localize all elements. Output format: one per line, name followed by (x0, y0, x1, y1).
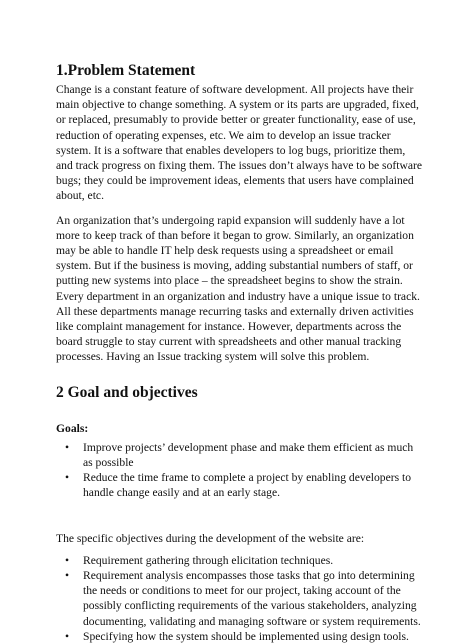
problem-statement-heading: 1.Problem Statement (56, 62, 196, 79)
goals-label: Goals: (56, 421, 89, 435)
list-item (56, 629, 424, 644)
bullet-icon: • (65, 569, 70, 583)
objectives-list (56, 553, 424, 644)
list-item (56, 568, 424, 629)
goals-objectives-heading: 2 Goal and objectives (56, 383, 198, 401)
problem-paragraph-2: An organization that’s undergoing rapid expansion will suddenly have a lot more to keep track of than before it began to grow. Similarly, an organization may be able to handle IT help desk requests using a spreadsheet or email system. But if the business is moving, adding substantial numbers of staff, or putting new systems into place – the spreadsheet begins to show the strain. Every department in an organization and industry have a unique issue to track. All these departments manage recurring tasks and externally driven activities like complaint management for instance. However, departments across the board struggle to stay current with spreadsheets and other manual tracking processes. Having an Issue tracking system will solve this problem. (56, 213, 420, 364)
bullet-icon: • (65, 440, 70, 454)
objectives-intro: The specific objectives during the development of the website are: (56, 531, 365, 545)
goal-text: Reduce the time frame to complete a project by enabling developers to handle change easily and at an early stage. (83, 471, 412, 500)
document-page (56, 62, 424, 644)
bullet-icon: • (65, 553, 70, 567)
bullet-icon: • (65, 629, 70, 643)
list-item (56, 470, 424, 500)
list-item (56, 553, 424, 568)
goal-text: Improve projects’ development phase and make them efficient as much as possible (83, 440, 414, 470)
list-item (56, 440, 424, 470)
goals-list (56, 440, 424, 501)
objective-text: Specifying how the system should be implemented using design tools. (83, 629, 409, 643)
objective-text: Requirement gathering through elicitation techniques. (83, 553, 334, 567)
objective-text: Requirement analysis encompasses those tasks that go into determining the needs or conditions to meet for our project, taking account of the possibly conflicting requirements of the various stakeholders, analyzing documenting, validating and managing software or system requirements. (83, 569, 421, 628)
problem-paragraph-1: Change is a constant feature of software development. All projects have their main objective to change something. A system or its parts are upgraded, fixed, or replaced, presumably to provide better or greater functionality, ease of use, reduction of operating expenses, etc. We aim to develop an issue tracker system. It is a software that enables developers to log bugs, prioritize them, and track progress on fixing them. The issues don’t always have to be software bugs; they could be improvement ideas, elements that users have complained about, etc. (56, 83, 422, 203)
bullet-icon: • (65, 471, 70, 485)
